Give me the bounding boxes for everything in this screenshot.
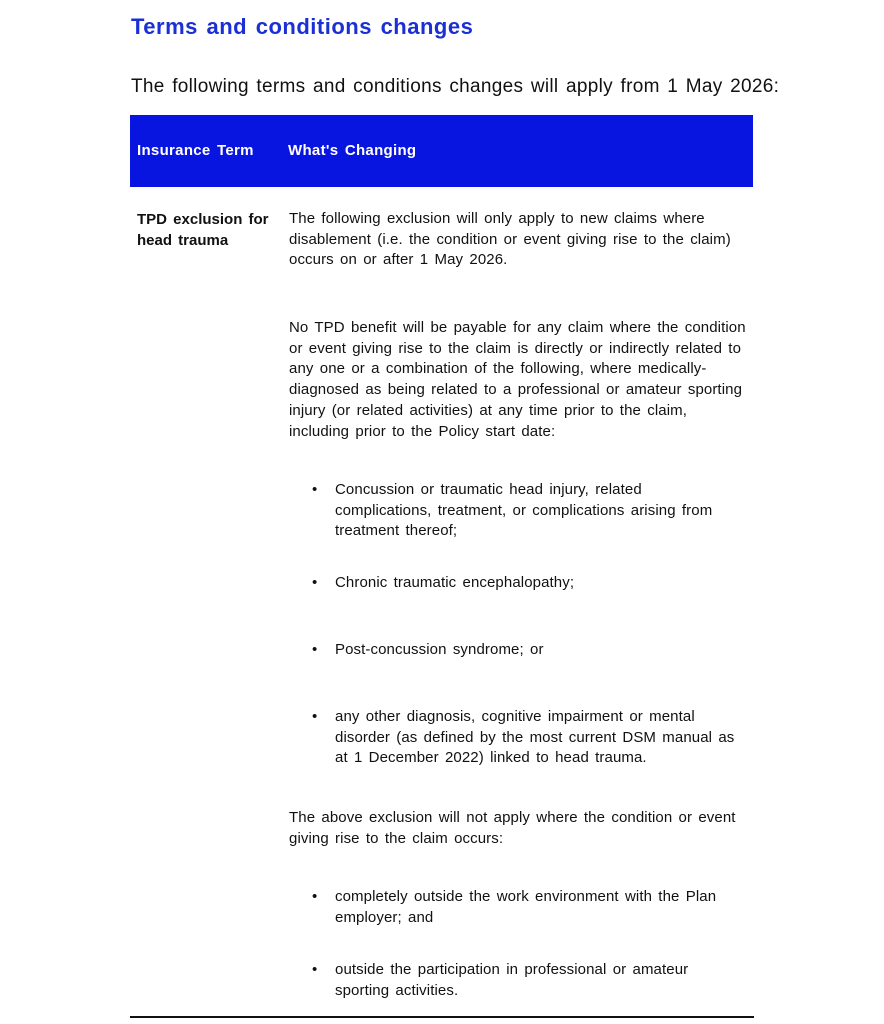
exclusion-list-item xyxy=(312,707,752,769)
bullet-icon: • xyxy=(312,888,318,905)
exclusion-list-item xyxy=(312,480,752,542)
exception-list-item xyxy=(312,960,752,1001)
exclusion-list-item-text: any other diagnosis, cognitive impairment or mental disorder (as defined by the most current DSM manual as at 1 December 2022) linked to head trauma. xyxy=(335,708,735,767)
exception-list-item-text: completely outside the work environment with the Plan employer; and xyxy=(335,888,717,926)
exclusion-list-item-text: Concussion or traumatic head injury, related complications, treatment, or complications arising from treatment thereof; xyxy=(335,481,713,540)
intro-text: The following terms and conditions changes will apply from 1 May 2026: xyxy=(131,76,780,97)
exception-list-item xyxy=(312,887,752,928)
bullet-icon: • xyxy=(312,708,318,725)
bullet-icon: • xyxy=(312,961,318,978)
bullet-icon: • xyxy=(312,641,318,658)
exception-intro-paragraph: The above exclusion will not apply where the condition or event giving rise to the claim occurs: xyxy=(289,809,736,847)
bullet-icon: • xyxy=(312,574,318,591)
insurance-term-cell: TPD exclusion for head trauma xyxy=(137,211,269,249)
change-paragraph-applicability: The following exclusion will only apply to new claims where disablement (i.e. the condition or event giving rise to the claim) occurs on or after 1 May 2026. xyxy=(289,210,731,269)
bullet-icon: • xyxy=(312,481,318,498)
exclusion-list-item xyxy=(312,640,752,661)
table-header xyxy=(130,115,753,187)
column-header-insurance-term: Insurance Term xyxy=(137,142,254,159)
exclusion-list-item-text: Post-concussion syndrome; or xyxy=(335,641,544,658)
page-title: Terms and conditions changes xyxy=(131,14,474,39)
column-header-whats-changing: What's Changing xyxy=(288,142,417,159)
table-bottom-border xyxy=(130,1016,754,1018)
exclusion-list-item-text: Chronic traumatic encephalopathy; xyxy=(335,574,575,591)
change-paragraph-exclusion: No TPD benefit will be payable for any claim where the condition or event giving rise to the claim is directly or indirectly related to any one or a combination of the following, where medically-diagnosed as being related to a professional or amateur sporting injury (or related activities) at any time prior to the claim, including prior to the Policy start date: xyxy=(289,319,746,440)
exception-list-item-text: outside the participation in professional or amateur sporting activities. xyxy=(335,961,689,999)
exclusion-list-item xyxy=(312,573,752,594)
